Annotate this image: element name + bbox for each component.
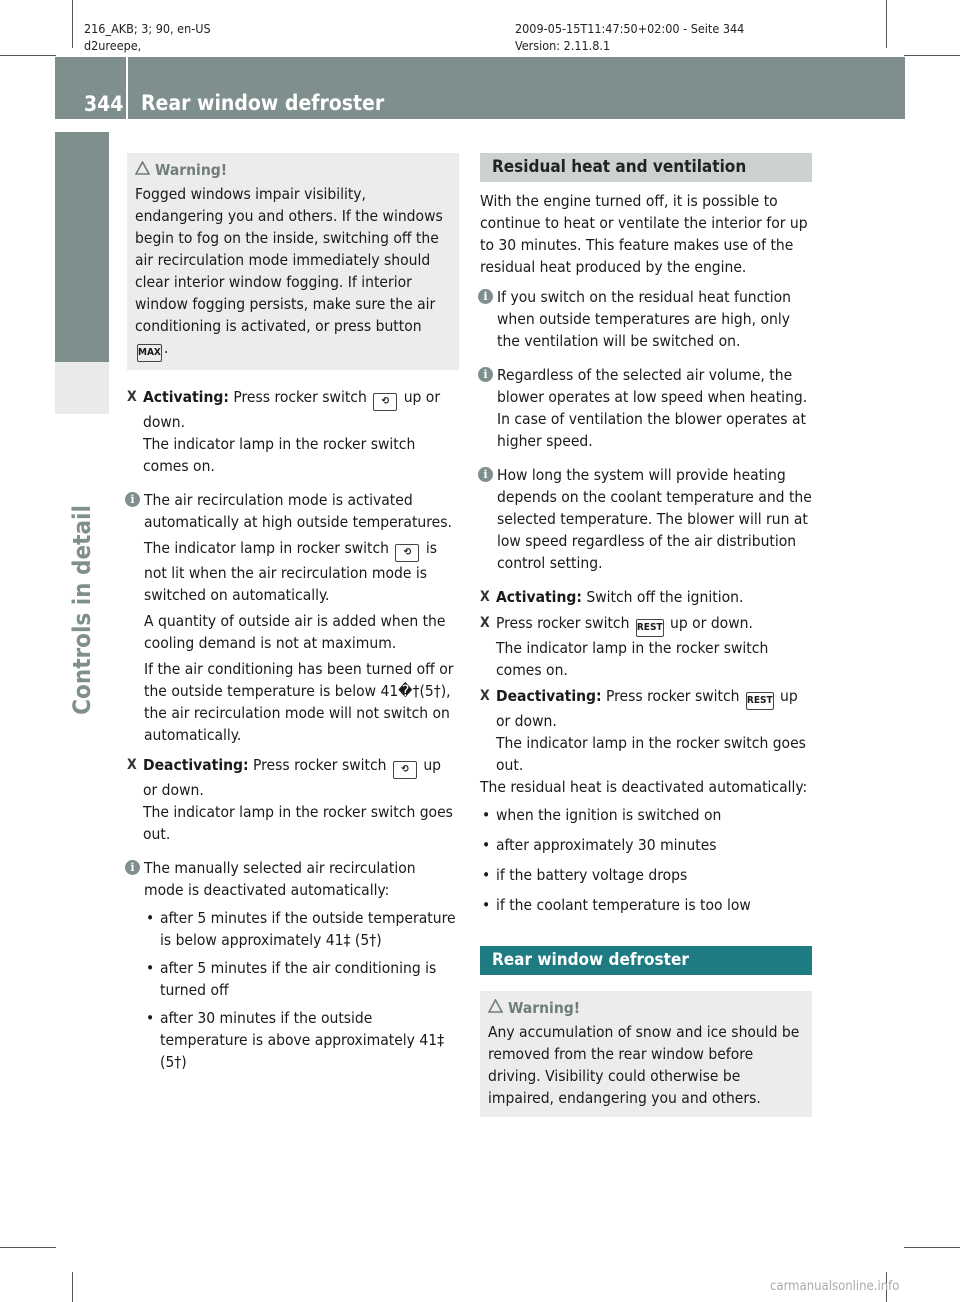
activating-step: X Activating: Press rocker switch ⟲ up or down. The indicator lamp in the rocker switch comes on.	[127, 388, 441, 475]
info-note: i Regardless of the selected air volume, the blower operates at low speed when heating. In case of ventilation the blower operates at higher speed.	[480, 364, 812, 452]
info-note: i How long the system will provide heating depends on the coolant temperature and the selected temperature. The blower will run at low speed regardless of the air distribution control setting.	[480, 464, 812, 574]
list-item: • if the coolant temperature is too low	[482, 896, 751, 914]
crop-mark	[0, 55, 56, 56]
recirculation-icon: ⟲	[395, 544, 419, 562]
rest-icon: REST	[636, 619, 664, 637]
info-icon: i	[478, 467, 493, 482]
max-defrost-icon: MAX	[137, 344, 162, 362]
side-tab-strip	[55, 362, 109, 414]
recirculation-icon: ⟲	[393, 761, 417, 779]
crop-mark	[904, 55, 960, 56]
intro-paragraph: With the engine turned off, it is possible to continue to heat or ventilate the interior for up to 30 minutes. This feature makes use of the residual heat produced by the engine.	[480, 192, 808, 276]
left-column	[127, 153, 459, 1073]
recirculation-icon: ⟲	[373, 393, 397, 411]
deactivating-step: X Deactivating: Press rocker switch REST up or down. The indicator lamp in the rocker switch goes out.	[480, 687, 806, 774]
list-item: • if the battery voltage drops	[482, 866, 688, 884]
crop-mark	[904, 1247, 960, 1248]
meta-top-left-1: 216_AKB; 3; 90, en-US	[84, 21, 211, 36]
info-note: i If you switch on the residual heat function when outside temperatures are high, only the ventilation will be switched on.	[480, 286, 812, 352]
warning-triangle-icon	[488, 997, 504, 1019]
deactivating-step: X Deactivating: Press rocker switch ⟲ up or down. The indicator lamp in the rocker switch goes out.	[127, 756, 453, 843]
step-arrow-icon: X	[127, 757, 137, 773]
section-heading: Residual heat and ventilation	[480, 153, 812, 182]
warning-text: Fogged windows impair visibility, endangering you and others. If the windows begin to fog on the inside, switching off the air recirculation mode immediately should clear interior window fogging. If interior window fogging persists, make sure the air conditioning is activated, or press button	[135, 185, 443, 335]
crop-mark	[72, 1272, 73, 1302]
rest-icon: REST	[746, 692, 774, 710]
list-item: • after 30 minutes if the outside temperature is above approximately 41‡ (5†)	[146, 1009, 445, 1071]
warning-triangle-icon	[135, 159, 151, 181]
section-heading: Rear window defroster	[480, 946, 812, 975]
crop-mark	[72, 0, 73, 48]
side-section-label: Controls in detail	[68, 505, 96, 715]
info-icon: i	[125, 492, 140, 507]
step-arrow-icon: X	[480, 688, 490, 704]
page-number: 344	[84, 92, 124, 116]
info-icon: i	[125, 860, 140, 875]
meta-top-right-1: 2009-05-15T11:47:50+02:00 - Seite 344	[515, 21, 745, 36]
step-arrow-icon: X	[480, 589, 490, 605]
warning-text: Any accumulation of snow and ice should be removed from the rear window before driving. Visibility could otherwise be impaired, endangering you and others.	[488, 1023, 800, 1107]
auto-deactivate-text: The residual heat is deactivated automatically:	[480, 778, 808, 796]
step-arrow-icon: X	[127, 389, 137, 405]
watermark-link[interactable]: carmanualsonline.info	[770, 1279, 900, 1294]
warning-title: Warning!	[508, 999, 581, 1017]
step-arrow-icon: X	[480, 615, 490, 631]
meta-top-left-2: d2ureepe,	[84, 38, 142, 53]
meta-top-right-2: Version: 2.11.8.1	[515, 38, 611, 53]
warning-box	[480, 991, 812, 1117]
info-note: i The air recirculation mode is activated automatically at high outside temperatures. The indicator lamp in rocker switch ⟲ is not lit when the air recirculation mode is switched on automatically. A quantity of outside air is added when the cooling demand is not at maximum. If the air conditioning has been turned off or the outside temperature is below 41�†(5†), the air recirculation mode will not switch on automatically.	[127, 489, 459, 746]
right-column	[480, 153, 812, 1117]
list-item: • after 5 minutes if the outside temperature is below approximately 41‡ (5†)	[146, 909, 456, 949]
info-icon: i	[478, 289, 493, 304]
header-separator	[126, 57, 128, 119]
running-title: Rear window defroster	[141, 91, 385, 115]
warning-title: Warning!	[155, 161, 228, 179]
warning-box: Warning! Fogged windows impair visibility, endangering you and others. If the windows begin to fog on the inside, switching off the air recirculation mode immediately should clear interior window fogging. If interior window fogging persists, make sure the air conditioning is activated, or press button MAX .	[127, 153, 459, 370]
crop-mark	[0, 1247, 56, 1248]
info-icon: i	[478, 367, 493, 382]
press-step: X Press rocker switch REST up or down. The indicator lamp in the rocker switch comes on.	[480, 614, 769, 679]
crop-mark	[886, 0, 887, 48]
activating-step: X Activating: Switch off the ignition.	[480, 588, 744, 606]
list-item: • after 5 minutes if the air conditioning is turned off	[146, 959, 437, 999]
side-tab-block	[55, 132, 109, 362]
info-note: i The manually selected air recirculation mode is deactivated automatically: • after 5 minutes if the outside temperature is below approximately 41‡ (5†) • after 5 minutes if the air conditioning is turned off • after 30 minutes if the outside temperature is above approximately 41‡ (5†)	[127, 857, 459, 1073]
list-item: • after approximately 30 minutes	[482, 836, 717, 854]
list-item: • when the ignition is switched on	[482, 806, 722, 824]
